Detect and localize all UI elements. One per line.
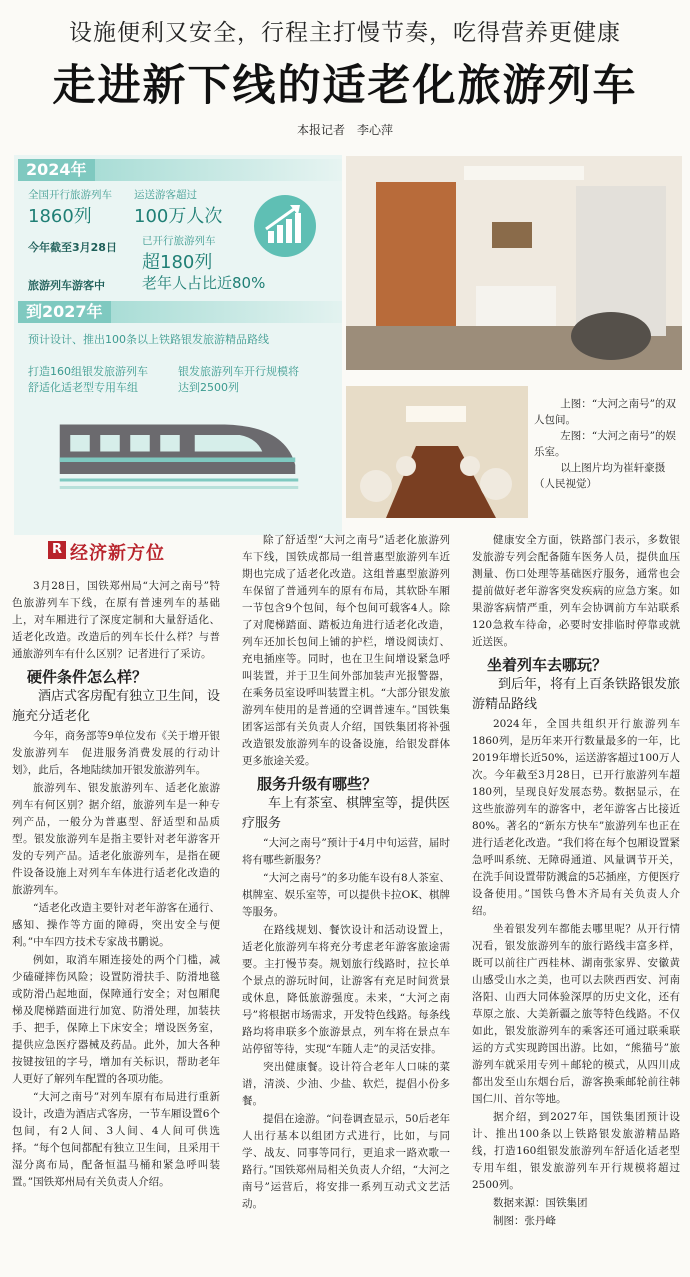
col3-para-3: 坐着银发列车都能去哪里呢？从开行情况看，银发旅游列车的旅行路线丰富多样，既可以前往广西桂林、湖南张家界、安徽黄山感受山水之美，也可以去陕西西安、河南洛阳、山西大同体验深厚的历史文化，还有草原之旅、大美新疆之旅等特色线路。不仅如此，银发旅游列车的乘客还可通过联乘联运的方式实现跨国出游。比如，“熊猫号”旅游列车就采用专列＋邮轮的模式，从四川成都出发至山东烟台后，游客换乘邮轮前往韩国仁川、首尔等地。 xyxy=(472,923,680,1105)
col1-para-2: 今年，商务部等9单位发布《关于增开银发旅游列车 促进服务消费发展的行动计划》，此后，各地陆续加开银发旅游列车。 xyxy=(12,730,220,776)
column-1 xyxy=(12,578,220,1192)
col3-para-4: 据介绍，到2027年，国铁集团预计设计、推出100条以上铁路银发旅游精品路线，打造160组银发旅游列车舒适化适老型专用车组，银发旅游列车开行规模将超过2500列。 xyxy=(472,1111,680,1191)
col2-para-1: 除了舒适型“大河之南号”适老化旅游列车下线，国铁成都局一组普惠型旅游列车近期也完成了适老化改造。这组普惠型旅游列车保留了普通列车的原有布局，其软卧车厢一节包含9个包间，每个包间可载客4人。除了对爬梯踏面、踏板边角进行适老化改造，列车还加长包间上铺的护栏，增设阅读灯、充电插座等。同时，也在卫生间增设紧急呼叫装置，并于卫生间外部加装声光报警器，在乘务员室设呼叫装置主机。“大部分银发旅游列车使用的是普通的空调普速车。”国铁集团客运部有关负责人介绍，国铁集团将补强改造银发旅游列车的设备设施，给银发群体更多旅途关爱。 xyxy=(242,534,450,767)
col1-para-3: 旅游列车、银发旅游列车、适老化旅游列车有何区别？据介绍，旅游列车是一种专列产品，一般分为普惠型、舒适型和品质型。银发旅游列车是指主要针对老年游客开发的专列产品。适老化旅游列车，是指在硬件设备设施上对列车车体进行适老化改造的旅游列车。 xyxy=(12,782,220,896)
col2-para-4: 在路线规划、餐饮设计和活动设置上，适老化旅游列车将充分考虑老年游客旅途需要。主打慢节奏。规划旅行线路时，拉长单个景点的游玩时间，让游客有充足时间赏景或休息，降低旅游强度。未来，“大河之南号”将根据市场需求，开发特色线路。每条线路均将串联多个旅游景点，列车将在景点车站停留等待，实现“车随人走”的灵活安排。 xyxy=(242,924,450,1055)
col1-para-5: 例如，取消车厢连接处的两个门槛，减少磕碰摔伤风险；设置防滑扶手、防滑地毯或防滑凸起地面，保障通行安全；对包厢爬梯及爬梯踏面进行加宽、防滑处理，加装扶手、把手，保障上下床安全；增设医务室，提供应急医疗器械及药品。此外，加大各种按键按钮的字号，增加有关标识，帮助老年人更好了解列车配置的各项功能。 xyxy=(12,954,220,1085)
year-2024-tag xyxy=(18,159,95,181)
col2-subhead: 服务升级有哪些？ xyxy=(257,775,378,793)
headline: 走进新下线的适老化旅游列车 xyxy=(52,61,638,111)
col2-para-3: “大河之南号”的多功能车设有8人茶室、棋牌室、娱乐室等，可以提供卡拉OK、棋牌等服务。 xyxy=(242,872,450,918)
kicker: 设施便利又安全，行程主打慢节奏，吃得营养更健康 xyxy=(69,20,621,46)
column-3 xyxy=(472,532,680,1231)
col2-subsubhead: 车上有茶室、棋牌室等，提供医疗服务 xyxy=(242,796,451,831)
byline: 本报记者 李心萍 xyxy=(296,123,393,137)
col1-para-1: 3月28日，国铁郑州局“大河之南号”特色旅游列车下线，在原有普速列车的基础上，对车厢进行了深度定制和大量舒适化、适老化改造。改造后的列车长什么样？与普通旅游列车有什么区别？记者进行了采访。 xyxy=(12,580,220,660)
section-title: 经济新方位 xyxy=(70,543,165,564)
col2-para-6: 提倡在途游。“问卷调查显示，50后老年人出行基本以组团方式进行，比如，与同学、战友、同事等同行，更追求一路欢歌一路行。”国铁郑州局相关负责人介绍，“大河之南号”运营后，将安排一系列互动式文艺活动。 xyxy=(242,1113,450,1210)
stat-trains-label: 全国开行旅游列车 xyxy=(28,189,112,201)
infographic xyxy=(14,155,342,535)
col3-para-1: 健康安全方面，铁路部门表示，多数银发旅游专列会配备随车医务人员，提供血压测量、伤口处理等基础医疗服务，通常也会提前做好老年游客突发疾病的应急方案。如果游客病情严重，列车会协调前方车站联系120急救车待命，必要时安排临时停靠或就近送医。 xyxy=(472,534,680,648)
stat-trains-value: 1860列 xyxy=(28,206,92,227)
col2-para-2: “大河之南号”预计于4月中旬运营，届时将有哪些新服务？ xyxy=(242,837,450,866)
col1-subhead: 硬件条件怎么样？ xyxy=(27,668,148,686)
stat-passengers-label: 运送游客超过 xyxy=(134,189,197,201)
growth-chart-icon xyxy=(254,195,316,257)
col3-subsubhead: 到后年，将有上百条铁路银发旅游精品路线 xyxy=(472,677,681,712)
col3-para-2: 2024年，全国共组织开行旅游列车1860列，是历年来开行数量最多的一年，比2019年增长近50%，运送游客超过100万人次。今年截至3月28日，已开行旅游列车超180列，呈现良好发展态势。数据显示，在这些旅游列车的游客中，老年游客占比接近80%。著名的“新东方快车”旅游列车也正在进行适老化改造。“我们将在每个包厢设置紧急呼叫系统、无障碍通道、风量调节开关，在洗手间设置带防溅盒的5芯插座，方便医疗设备使用。”国铁乌鲁木齐局有关负责人介绍。 xyxy=(472,718,680,917)
stat-passengers-value: 100万人次 xyxy=(134,206,223,227)
caption-top: 上图：“大河之南号”的双人包间。 xyxy=(534,398,676,426)
col2-para-5: 突出健康餐。设计符合老年人口味的菜谱，清淡、少油、少盐、软烂，提倡小份多餐。 xyxy=(242,1061,450,1107)
caption-credit: 以上图片均为崔轩豪摄（人民视觉） xyxy=(534,462,666,490)
goal-trainsets-line2: 舒适化适老型专用车组 xyxy=(28,381,138,394)
stat-elderly-value: 老年人占比近80% xyxy=(142,274,266,292)
year-2027-tag xyxy=(18,301,111,323)
photo-entertainment-room xyxy=(346,386,528,518)
column-2 xyxy=(242,532,450,1214)
photo-caption xyxy=(534,396,682,492)
col1-subsubhead: 酒店式客房配有独立卫生间，设施充分适老化 xyxy=(12,689,221,724)
year-2027-label: 到2027年 xyxy=(26,302,103,321)
col1-para-4: “适老化改造主要针对老年游客在通行、感知、操作等方面的障碍，突出安全与便利。”中车四方技术专家战书鹏说。 xyxy=(12,902,220,948)
goal-routes: 预计设计、推出100条以上铁路银发旅游精品路线 xyxy=(28,333,269,346)
stat-2025-value: 超180列 xyxy=(142,252,213,273)
col3-subhead: 坐着列车去哪玩？ xyxy=(487,656,608,674)
stat-elderly-label: 旅游列车游客中 xyxy=(28,279,105,292)
stat-2025-label: 已开行旅游列车 xyxy=(142,235,216,247)
year-2024-label: 2024年 xyxy=(26,160,87,179)
goal-trainsets-line1: 打造160组银发旅游列车 xyxy=(28,365,148,378)
chart-credit: 制图：张丹峰 xyxy=(493,1215,556,1227)
goal-scale-line1: 银发旅游列车开行规模将 xyxy=(178,365,299,378)
col1-para-6: “大河之南号”对列车原有布局进行重新设计，改造为酒店式客房，一节车厢设置6个包间，有2人间、3人间、4人间可供选择。“每个包间都配有独立卫生间，且采用干湿分离布局，配备恒温马桶和紧急呼叫装置。”国铁郑州局有关负责人介绍。 xyxy=(12,1091,220,1188)
section-logo-icon: R xyxy=(48,541,66,559)
photo-double-compartment xyxy=(346,156,682,370)
data-source: 数据来源：国铁集团 xyxy=(493,1197,588,1209)
stat-date-label: 今年截至3月28日 xyxy=(28,241,117,254)
train-illustration xyxy=(20,405,338,495)
section-tag xyxy=(48,539,248,563)
caption-left: 左图：“大河之南号”的娱乐室。 xyxy=(534,430,676,458)
goal-scale-line2: 达到2500列 xyxy=(178,381,239,394)
